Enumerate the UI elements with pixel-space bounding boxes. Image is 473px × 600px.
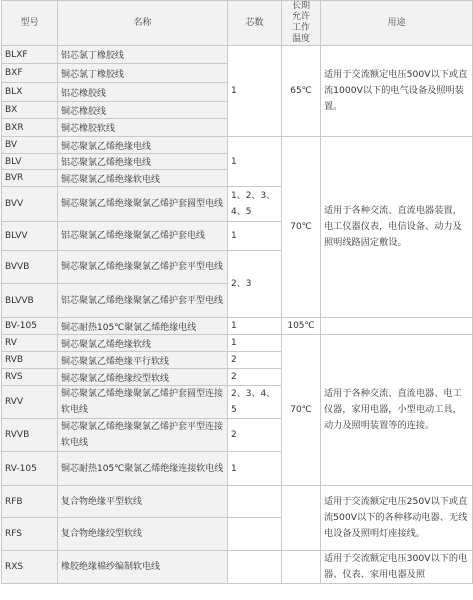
cell-cores: 2 xyxy=(228,369,282,386)
cell-usage: 适用于各种交流、直流电器装置，电工仪器仪表，电信设备、动力及照明线路固定敷设。 xyxy=(321,137,473,318)
cell-model: BLXF xyxy=(2,46,58,64)
cell-name: 铜芯聚氯乙烯绝缘聚氯乙烯护套圆型连接软电线 xyxy=(58,386,228,419)
cell-cores: 2 xyxy=(228,419,282,452)
cell-model: RVS xyxy=(2,369,58,386)
cell-model: BV xyxy=(2,137,58,154)
cell-model: BXR xyxy=(2,119,58,137)
table-row xyxy=(2,486,473,518)
cell-model: BLVVB xyxy=(2,284,58,318)
cell-name: 复合物绝缘平型软线 xyxy=(58,486,228,518)
header-usage: 用途 xyxy=(321,1,473,46)
cell-model: BXF xyxy=(2,64,58,83)
cell-cores: 1 xyxy=(228,335,282,352)
cell-model: BV-105 xyxy=(2,318,58,335)
cell-cores xyxy=(228,518,282,551)
cell-name: 铜芯橡胶软线 xyxy=(58,119,228,137)
cell-cores: 2 xyxy=(228,352,282,369)
cell-model: RV xyxy=(2,335,58,352)
cell-name: 铜芯耐热105℃聚氯乙烯绝缘电线 xyxy=(58,318,228,335)
cell-cores: 1 xyxy=(228,46,282,137)
cell-name: 橡胶绝缘棉纱编制软电线 xyxy=(58,551,228,584)
cell-usage: 适用于交流额定电压500V以下或直流1000V以下的电气设备及照明装置。 xyxy=(321,46,473,137)
cell-model: RFB xyxy=(2,486,58,518)
cell-temp: 65℃ xyxy=(282,46,321,137)
cell-name: 铜芯聚氯乙烯绝缘绞型软线 xyxy=(58,369,228,386)
cell-model: BX xyxy=(2,102,58,119)
cell-temp: 70℃ xyxy=(282,137,321,318)
cell-cores: 1 xyxy=(228,137,282,187)
wire-spec-table xyxy=(1,0,473,584)
cell-cores xyxy=(228,551,282,584)
cell-cores: 1、2、3、4、5 xyxy=(228,187,282,222)
cell-name: 铜芯聚氯乙烯绝缘软电线 xyxy=(58,170,228,187)
table-body xyxy=(2,46,473,584)
cell-name: 铜芯聚氯乙烯绝缘聚氯乙烯护套平型连接软电线 xyxy=(58,419,228,452)
cell-model: BLV xyxy=(2,154,58,170)
cell-cores: 1 xyxy=(228,222,282,251)
cell-name: 复合物绝缘绞型软线 xyxy=(58,518,228,551)
cell-cores: 2、3 xyxy=(228,251,282,318)
cell-name: 铜芯聚氯乙烯绝缘聚氯乙烯护套平型电线 xyxy=(58,251,228,284)
cell-model: BLVV xyxy=(2,222,58,251)
cell-cores xyxy=(228,486,282,518)
header-model: 型号 xyxy=(2,1,58,46)
cell-usage: 适用于各种交流、直流电器、电工仪器，家用电器，小型电动工具，动力及照明装置等的连接。 xyxy=(321,335,473,486)
cell-name: 铝芯橡胶线 xyxy=(58,83,228,102)
cell-name: 铜芯氯丁橡胶线 xyxy=(58,64,228,83)
cell-temp: 70℃ xyxy=(282,335,321,486)
cell-name: 铜芯橡胶线 xyxy=(58,102,228,119)
cell-name: 铝芯聚氯乙烯绝缘电线 xyxy=(58,154,228,170)
cell-cores: 1 xyxy=(228,452,282,486)
cell-name: 铝芯聚氯乙烯绝缘聚氯乙烯护套平型电线 xyxy=(58,284,228,318)
cell-name: 铜芯聚氯乙烯绝缘电线 xyxy=(58,137,228,154)
cell-model: RVVB xyxy=(2,419,58,452)
header-name: 名称 xyxy=(58,1,228,46)
cell-temp xyxy=(282,551,321,584)
header-temp: 长期允许工作温度 xyxy=(282,1,321,46)
cell-name: 铝芯聚氯乙烯绝缘聚氯乙烯护套电线 xyxy=(58,222,228,251)
cell-name: 铝芯氯丁橡胶线 xyxy=(58,46,228,64)
cell-model: RVV xyxy=(2,386,58,419)
cell-model: RFS xyxy=(2,518,58,551)
cell-cores: 2、3、4、5 xyxy=(228,386,282,419)
cell-model: BVR xyxy=(2,170,58,187)
table-row xyxy=(2,318,473,335)
table-row xyxy=(2,551,473,584)
cell-name: 铜芯聚氯乙烯绝缘平行软线 xyxy=(58,352,228,369)
table-row xyxy=(2,137,473,154)
header-row xyxy=(2,1,473,46)
cell-name: 铜芯耐热105℃聚氯乙烯绝缘连接软电线 xyxy=(58,452,228,486)
header-cores: 芯数 xyxy=(228,1,282,46)
cell-usage: 适用于交流额定电压300V以下的电器、仪表、家用电器及照 xyxy=(321,551,473,584)
cell-usage: 适用于交流额定电压250V以下或直流500V以下的各种移动电器、无线电设备及照明灯座接线。 xyxy=(321,486,473,551)
table-row xyxy=(2,335,473,352)
table-row xyxy=(2,46,473,64)
cell-model: BVVB xyxy=(2,251,58,284)
cell-name: 铜芯聚氯乙烯绝缘聚氯乙烯护套圆型电线 xyxy=(58,187,228,222)
cell-model: RXS xyxy=(2,551,58,584)
cell-model: BVV xyxy=(2,187,58,222)
cell-usage xyxy=(321,318,473,335)
cell-model: RV-105 xyxy=(2,452,58,486)
cell-temp xyxy=(282,486,321,551)
cell-model: RVB xyxy=(2,352,58,369)
cell-model: BLX xyxy=(2,83,58,102)
cell-name: 铜芯聚氯乙烯绝缘软线 xyxy=(58,335,228,352)
cell-cores: 1 xyxy=(228,318,282,335)
cell-temp: 105℃ xyxy=(282,318,321,335)
